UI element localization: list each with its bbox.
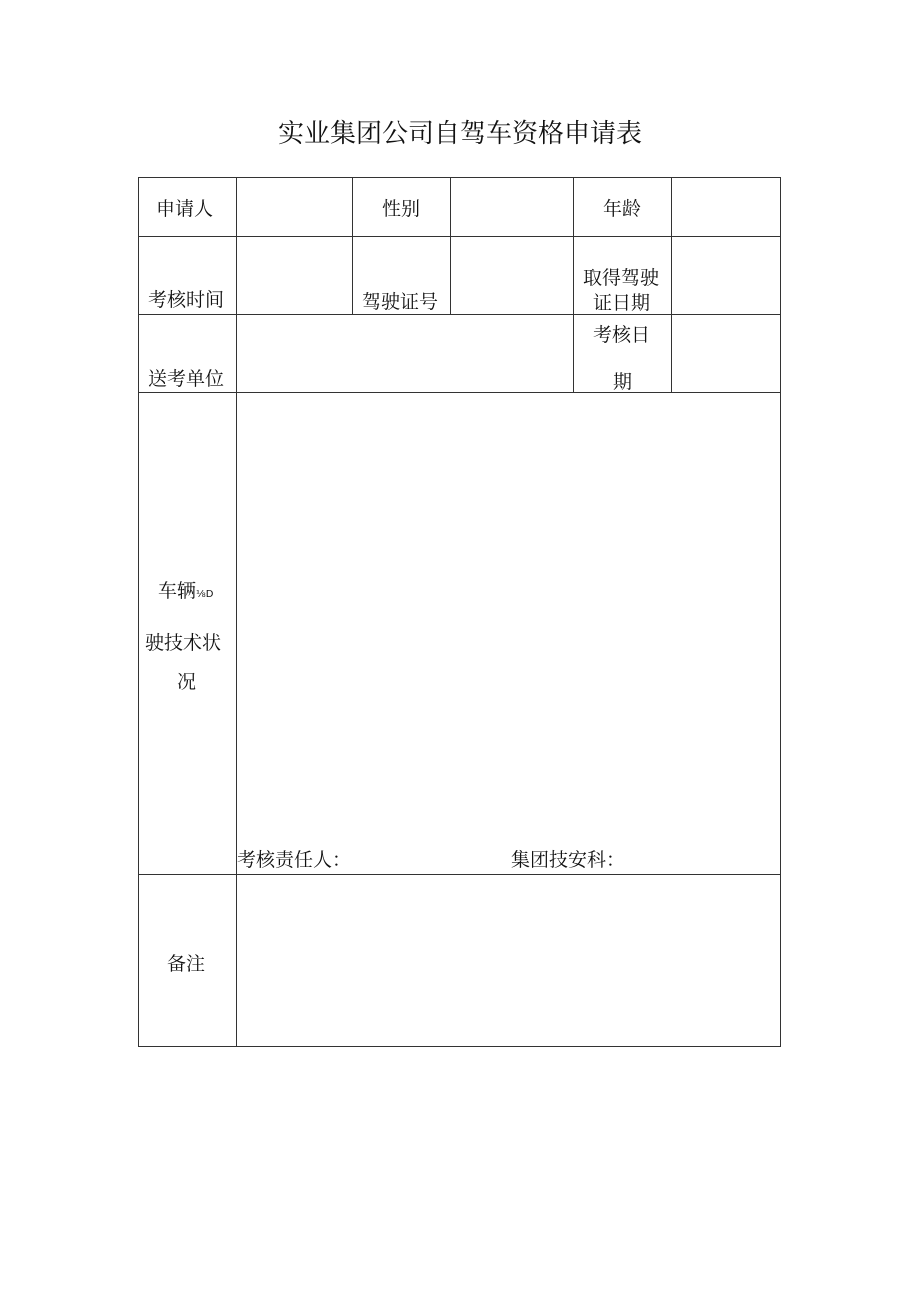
age-label: 年龄 (603, 198, 642, 220)
safety-dept-signature-label: 集团技安科： (511, 849, 626, 871)
applicant-value-field[interactable] (237, 178, 352, 236)
exam-time-label: 考核时间 (148, 289, 225, 311)
examiner-signature-label: 考核责任人： (237, 849, 352, 871)
gender-label: 性别 (382, 198, 421, 220)
exam-date-value-field[interactable] (672, 315, 780, 392)
applicant-label: 申请人 (156, 198, 214, 220)
sending-unit-label: 送考单位 (148, 368, 225, 390)
vehicle-technical-status-field[interactable] (237, 393, 780, 843)
vehicle-label-text: 车辆 (158, 580, 197, 602)
table-border-right (780, 177, 781, 1047)
table-border-left (138, 177, 139, 1047)
age-value-field[interactable] (672, 178, 780, 236)
vehicle-label-note: ⅛D (196, 589, 214, 600)
gender-value-field[interactable] (451, 178, 573, 236)
license-date-label-line1: 取得驾驶 (583, 267, 660, 289)
exam-date-label-line2: 期 (613, 371, 633, 393)
remarks-value-field[interactable] (237, 875, 780, 1046)
license-date-value-field[interactable] (672, 237, 780, 314)
remarks-label: 备注 (167, 953, 206, 975)
license-date-label-line2: 证日期 (593, 292, 651, 314)
vehicle-label-line3: 况 (177, 671, 197, 693)
license-number-label: 驾驶证号 (362, 291, 439, 313)
sending-unit-value-field[interactable] (237, 315, 573, 392)
table-border-bottom (138, 1046, 781, 1047)
license-number-value-field[interactable] (451, 237, 573, 314)
application-form-table (138, 177, 781, 1047)
vehicle-label-line1 (158, 579, 213, 607)
column-divider-gender (352, 177, 353, 314)
column-divider-age (573, 177, 574, 392)
exam-time-value-field[interactable] (237, 237, 352, 314)
exam-date-label-line1: 考核日 (593, 324, 651, 346)
vehicle-label-line2: 驶技术状 (145, 632, 222, 654)
document-title: 实业集团公司自驾车资格申请表 (277, 119, 642, 149)
